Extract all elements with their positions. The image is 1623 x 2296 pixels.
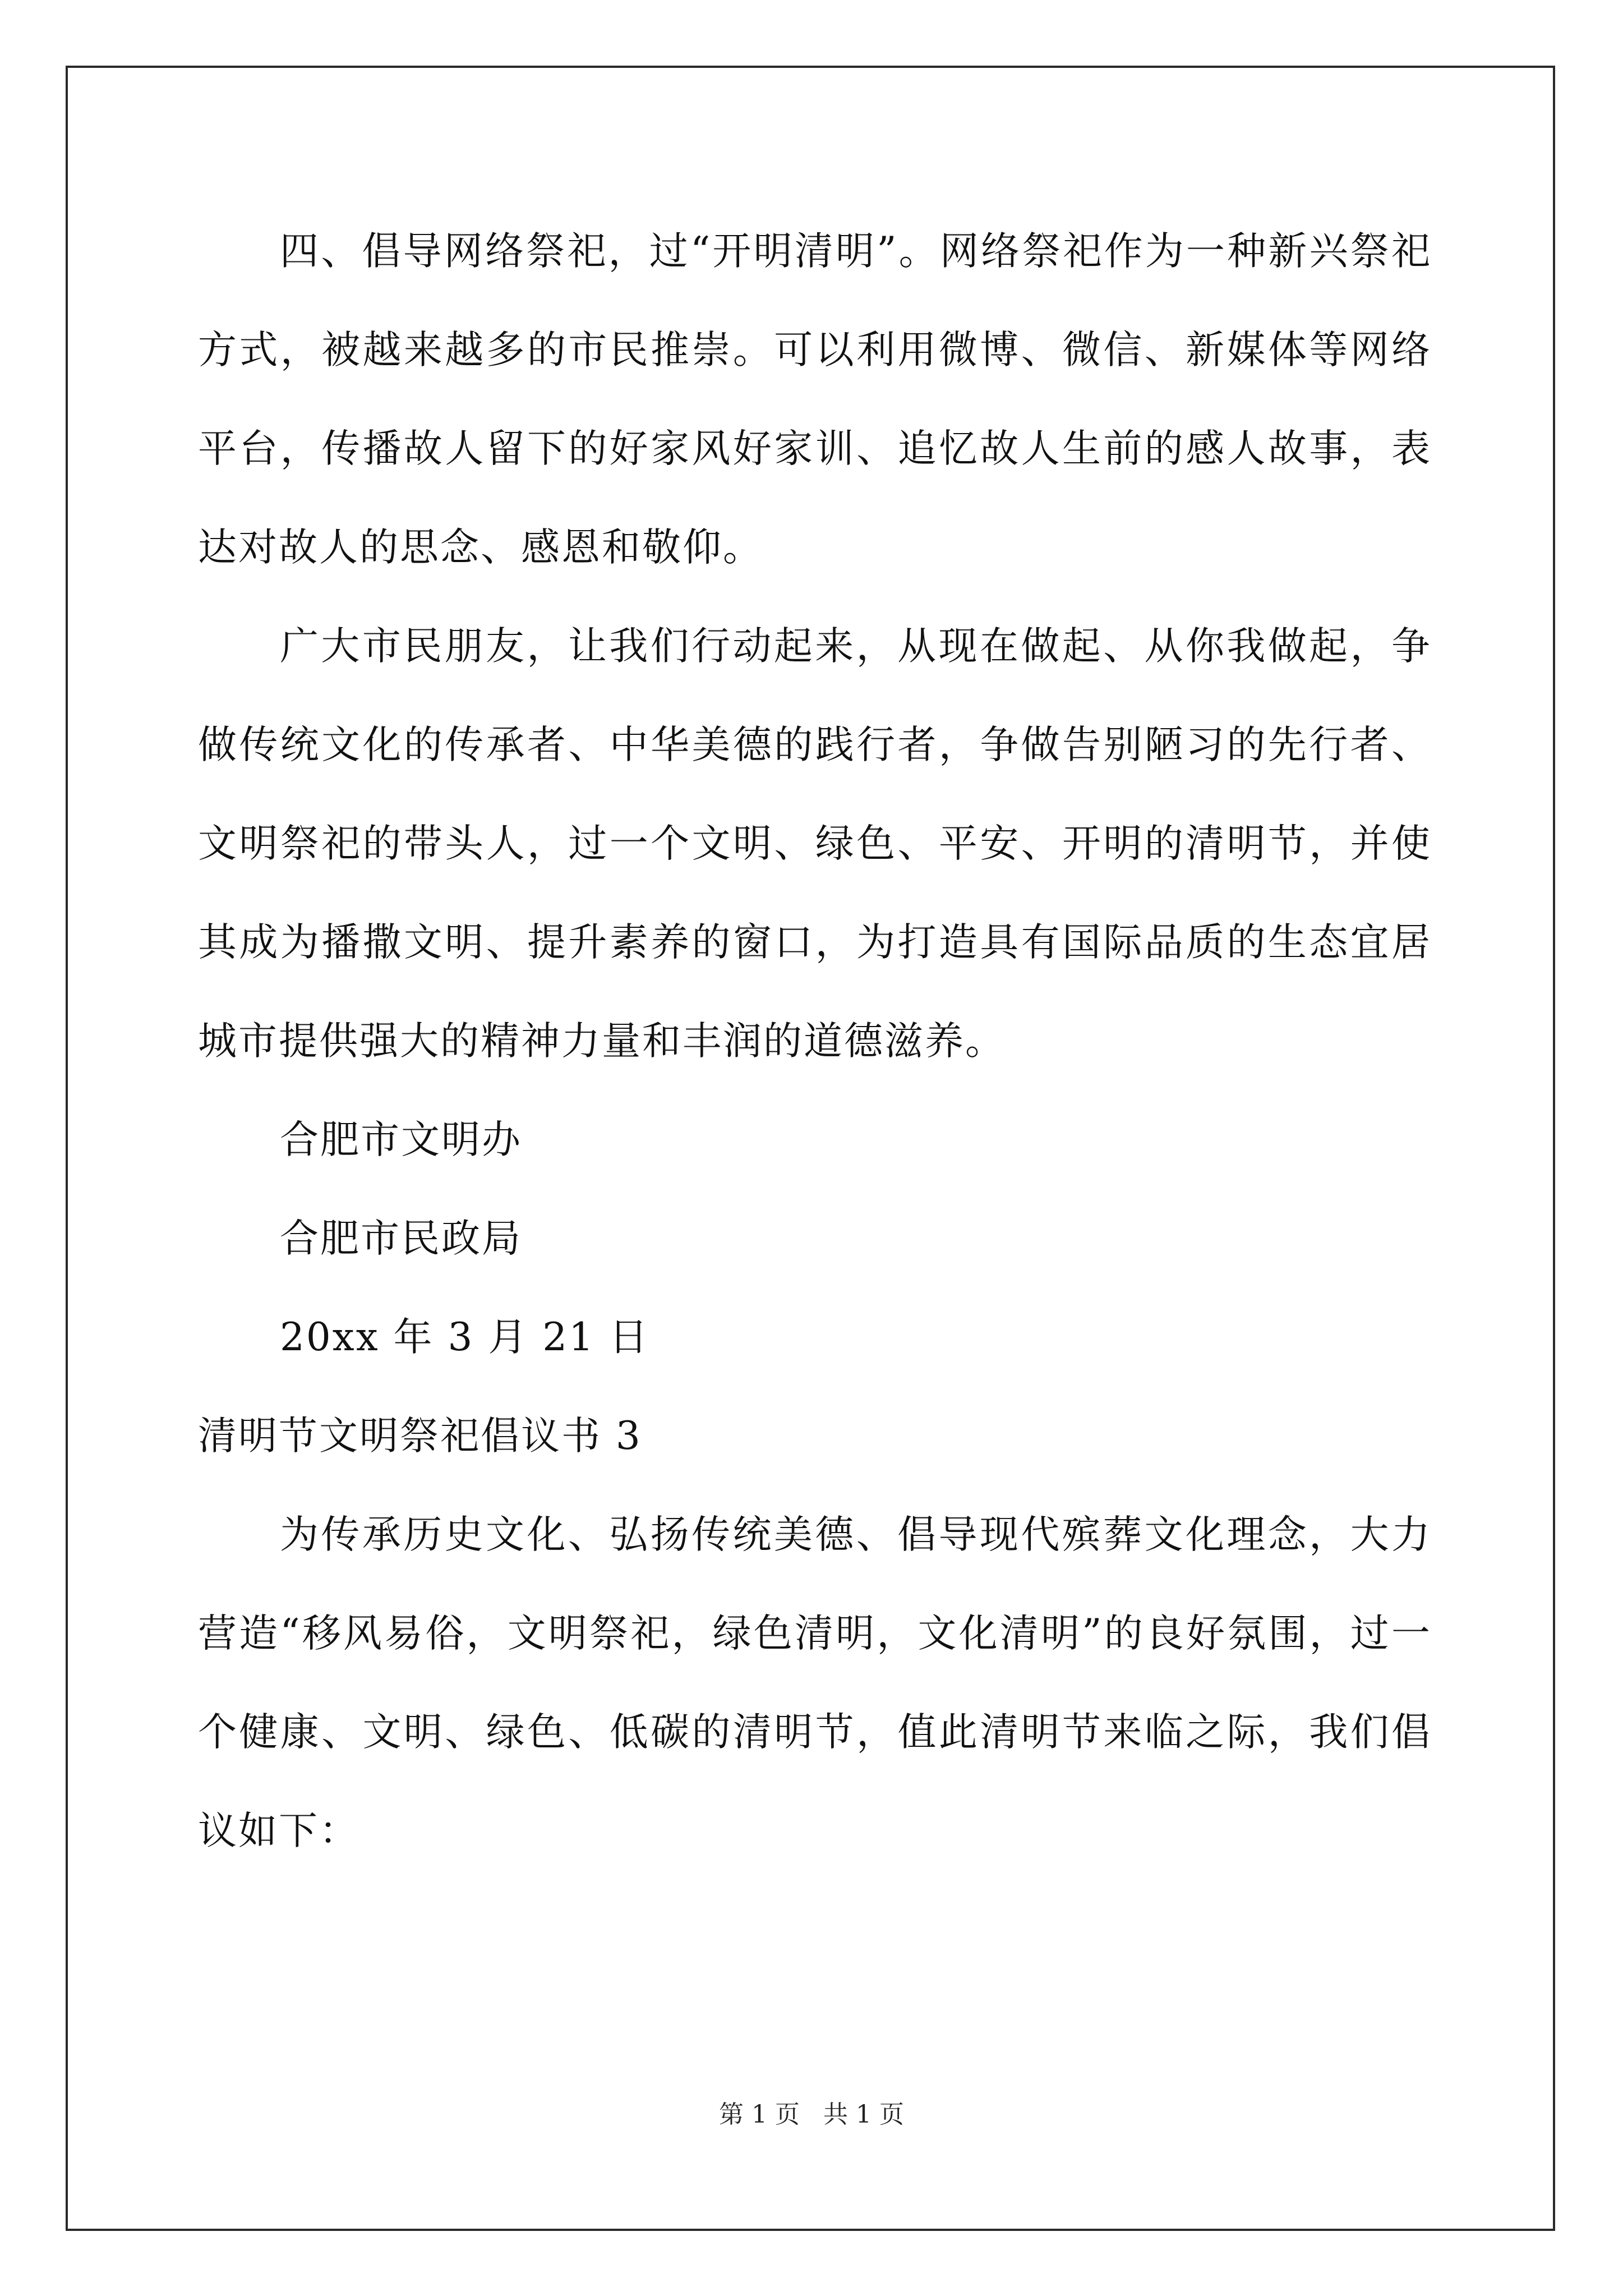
document-date: 20xx 年 3 月 21 日 bbox=[280, 1315, 649, 1360]
page-footer: 第 1 页 共 1 页 bbox=[719, 2100, 904, 2129]
signature-civilization-office: 合肥市文明办 bbox=[280, 1117, 522, 1162]
document-body bbox=[198, 202, 1432, 1880]
signature-civil-affairs-bureau: 合肥市民政局 bbox=[280, 1216, 522, 1261]
section-title: 清明节文明祭祀倡议书 3 bbox=[198, 1414, 642, 1458]
paragraph-online-memorial: 四、倡导网络祭祀，过“开明清明”。网络祭祀作为一种新兴祭祀方式，被越来越多的市民推崇。可以利用微博、微信、新媒体等网络平台，传播故人留下的好家风好家训、追忆故人生前的感人故事，表达对故人的思念、感恩和敬仰。 bbox=[198, 229, 1432, 570]
paragraph-proposal-intro: 为传承历史文化、弘扬传统美德、倡导现代殡葬文化理念，大力营造“移风易俗，文明祭祀，绿色清明，文化清明”的良好氛围，过一个健康、文明、绿色、低碳的清明节，值此清明节来临之际，我们倡议如下： bbox=[198, 1512, 1432, 1853]
paragraph-call-to-action: 广大市民朋友，让我们行动起来，从现在做起、从你我做起，争做传统文化的传承者、中华美德的践行者，争做告别陋习的先行者、文明祭祀的带头人，过一个文明、绿色、平安、开明的清明节，并使其成为播撒文明、提升素养的窗口，为打造具有国际品质的生态宜居城市提供强大的精神力量和丰润的道德滋养。 bbox=[198, 624, 1432, 1064]
